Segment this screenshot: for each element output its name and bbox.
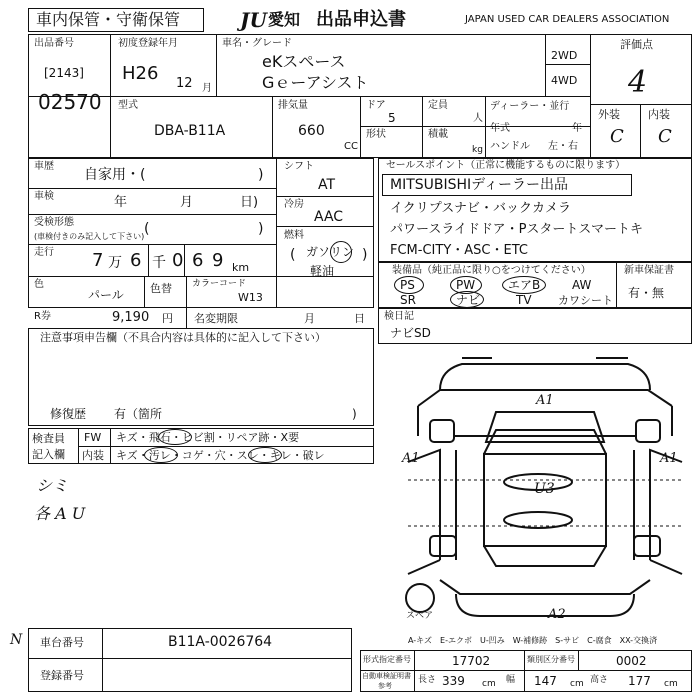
sales-line1: MITSUBISHIディーラー出品 [390,177,569,193]
diagram-mark-right: A1 [660,451,678,466]
mileage-man: 7 [92,250,104,271]
length-label: 長さ [418,675,437,685]
drive-4wd: 4WD [551,74,578,87]
equipment-ps-circle [394,276,424,294]
repair-close: ) [352,407,357,421]
fw-items: キズ・飛石・ヒビ割・リペア跡・X要 [116,431,300,444]
shift-value: AT [318,177,336,193]
form-title: 出品申込書 [316,9,406,30]
acceptance-open: ( [144,221,150,237]
fuel-close: ) [362,247,368,263]
inspection-day: 日) [240,195,259,210]
recycle-label: R券 [34,311,51,322]
fw-label: FW [84,431,102,444]
equipment-aw: AW [572,278,592,292]
plate-label: 登録番号 [40,669,84,682]
int-items: キズ・汚レ・コゲ・穴・スレ・キレ・破レ [116,449,325,462]
fuel-gasoline: ガソリン [306,245,355,259]
mileage-d3: 9 [212,250,224,271]
fuel-label: 燃料 [284,230,304,241]
length-unit: cm [482,679,496,689]
entry-label-1: 検査員 [32,432,65,445]
width-label: 幅 [506,675,516,685]
model-year-unit: 年 [572,123,582,134]
inspection-month: 月 [180,195,194,210]
grade-label: 評価点 [620,38,653,51]
sales-points-label: セールスポイント（正常に機能するものに限ります） [386,160,626,171]
damage-legend: A-キズ E-エクボ U-凹み W-補修跡 S-サビ C-腐食 XX-交換済 [408,636,658,645]
class-label: 類別区分番号 [527,655,575,664]
color-code-label: カラーコード [192,279,247,289]
recycle-value: 9,190 [112,310,150,325]
inspector-value: ナビSD [390,326,431,340]
width-unit: cm [570,679,584,689]
diagram-mark-rear: A2 [548,607,566,622]
color-change-label: 色替 [150,282,172,295]
notes-label: 注意事項申告欄（不具合内容は具体的に記入して下さい） [40,331,326,344]
equipment-leather: カワシート [558,294,613,307]
fw-stone-circle [158,429,192,445]
interior-value: C [658,126,672,147]
ju-logo: JU [240,8,267,32]
registration-month: 12 [176,76,193,91]
height-label: 高さ [590,675,609,685]
load-label: 積載 [428,129,448,140]
history-value: 自家用・( [84,167,146,183]
handwritten-note-2: 各 A U [34,504,86,523]
history-label: 車歴 [34,161,54,172]
prefecture: 愛知 [268,10,301,29]
doors-value: 5 [388,111,396,125]
drive-2wd: 2WD [551,49,578,62]
height-unit: cm [664,679,678,689]
aircon-label: 冷房 [284,199,304,210]
lot-number: 02570 [38,90,102,114]
model-year-label: 年式 [490,123,510,134]
model-name-label: 車名・グレード [222,38,292,49]
fuel-gasoline-circle [330,241,352,263]
sales-line2: イクリプスナビ・バックカメラ [390,201,571,216]
dealer-label: ディーラー・並行 [490,101,570,112]
warranty-options: 有・無 [628,286,665,300]
displacement-unit: CC [344,141,358,152]
interior-label: 内装 [648,108,670,121]
chassis-label: 車台番号 [40,636,84,649]
acceptance-note: (車検付きのみ記入して下さい) [34,232,145,241]
displacement-label: 排気量 [278,100,308,111]
fuel-open: ( [290,247,296,263]
dims-sub: 参考 [378,682,392,690]
capacity-label: 定員 [428,100,448,111]
exterior-value: C [610,126,624,147]
dims-label: 自動車検証明書 [362,672,411,680]
inspection-label: 車検 [34,191,54,202]
int-label: 内装 [82,449,104,462]
recycle-unit: 円 [162,312,173,325]
mileage-d2: 6 [192,250,204,271]
inspector-label: 検日記 [384,311,414,322]
equipment-tv: TV [516,293,532,307]
length-value: 339 [442,674,465,688]
registration-month-unit: 月 [202,83,212,94]
acceptance-close: ) [258,221,264,237]
fuel-diesel: 軽油 [310,264,335,278]
mileage-man-unit: 万 [108,255,122,271]
chassis-value: B11A-0026764 [168,634,273,650]
shape-label: 形状 [366,129,386,140]
registration-label: 初度登録年月 [118,38,178,49]
repair-label: 修復歴 [50,407,87,421]
mileage-sen-unit: 千 [152,255,166,271]
load-unit: kg [472,145,483,155]
aircon-value: AAC [314,209,344,225]
equipment-ps: PS [400,278,415,292]
mileage-d1: 0 [172,250,184,271]
displacement-value: 660 [298,123,325,139]
grade-value: 4 [628,65,648,100]
shift-label: シフト [284,161,314,172]
equipment-navi: ナビ [456,293,481,307]
int-rub-circle [248,447,282,463]
doors-label: ドア [366,100,386,111]
spare-label: スペア [406,611,434,621]
equipment-label: 装備品（純正品に限り○をつけてください） [392,265,591,276]
entry-label-2: 記入欄 [32,448,65,461]
lot-small-number: [2143] [44,66,84,80]
chassis-mark: N [10,632,23,648]
capacity-unit: 人 [473,113,483,124]
color-label: 色 [34,279,44,290]
lot-label: 出品番号 [34,38,74,49]
equipment-pw: PW [456,278,476,292]
warranty-label: 新車保証書 [624,265,674,276]
model-name-line1: eKスペース [262,52,346,71]
equipment-sr: SR [400,293,416,307]
sales-line3: パワースライドドア・Pスタートスマートキ [390,222,644,237]
cert-value: 17702 [452,654,491,668]
model-code-value: DBA-B11A [154,123,226,139]
sales-line4: FCM-CITY・ASC・ETC [390,243,528,258]
registration-year: H26 [122,63,159,84]
cert-label: 形式指定番号 [363,655,411,664]
equipment-navi-circle [450,291,484,308]
inspection-year: 年 [114,195,128,210]
handle-options: 左・右 [548,141,578,152]
equipment-airbag: エアB [508,278,541,292]
model-name-line2: Gｅーアシスト [262,73,369,92]
acceptance-label: 受検形態 [34,217,74,228]
diagram-mark-left: A1 [402,451,420,466]
name-change-month: 月 [304,312,315,325]
name-change-label: 名変期限 [194,312,238,325]
int-dirt-circle [144,447,178,463]
color-value: パール [88,288,124,302]
height-value: 177 [628,674,651,688]
handle-label: ハンドル [490,141,530,152]
handwritten-note-1: シミ [36,476,69,495]
equipment-airbag-circle [502,276,546,294]
diagram-mark-front: A1 [536,393,554,408]
name-change-day: 日 [354,312,365,325]
english-title: JAPAN USED CAR DEALERS ASSOCIATION [465,14,670,25]
repair-value: 有（箇所 [114,407,163,421]
exterior-label: 外装 [598,108,620,121]
diagram-mark-roof: U3 [534,481,555,497]
model-code-label: 型式 [118,100,138,111]
mileage-sen: 6 [130,250,142,271]
class-value: 0002 [616,654,647,668]
width-value: 147 [534,674,557,688]
mileage-unit: km [232,261,250,274]
storage-text: 車内保管・守衛保管 [36,10,181,29]
mileage-label: 走行 [34,247,54,258]
history-close: ) [258,167,264,183]
color-code-value: W13 [238,291,263,304]
